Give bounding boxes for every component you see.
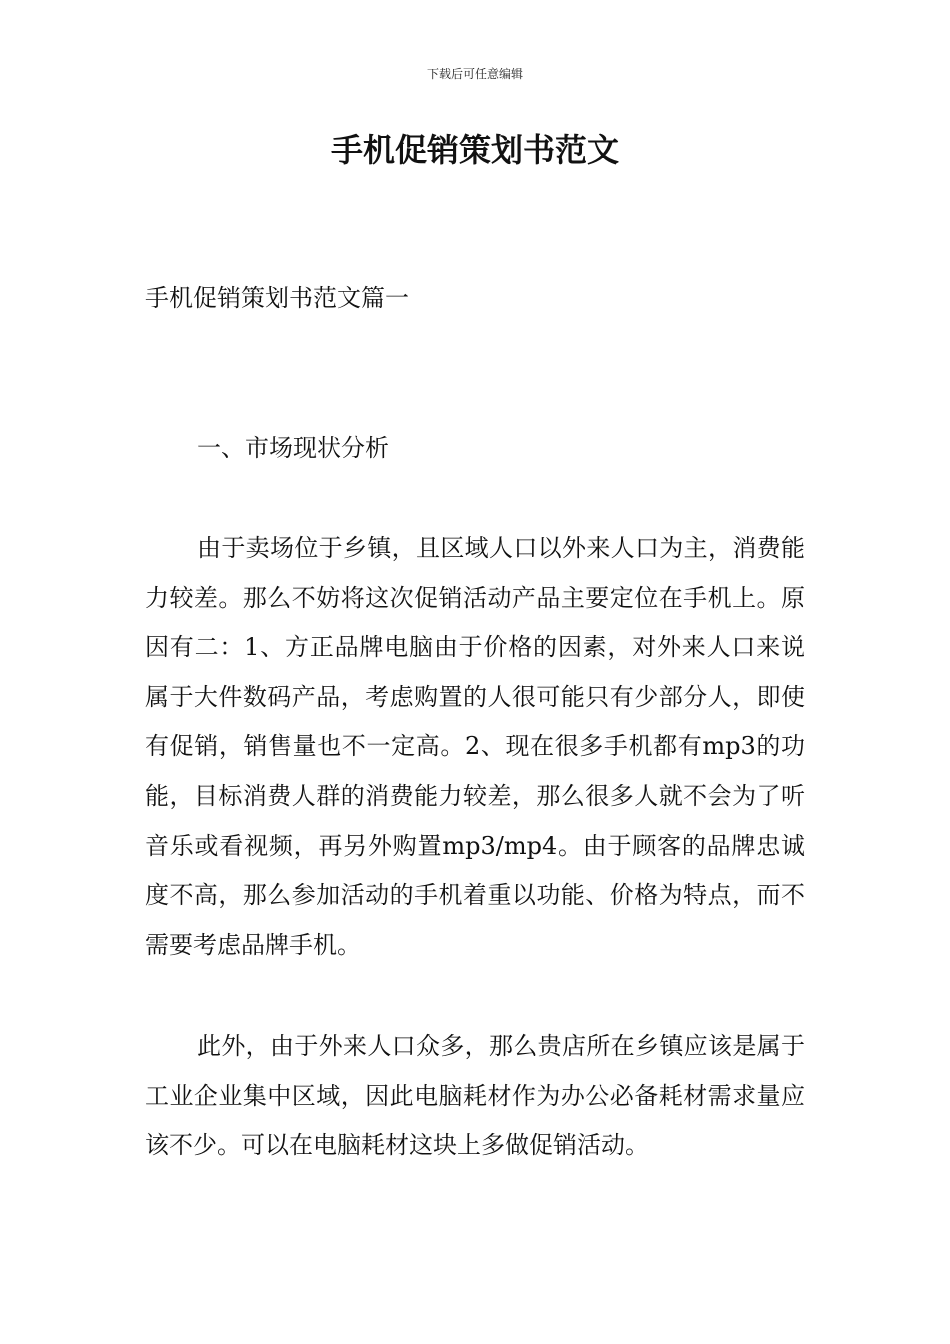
document-title: 手机促销策划书范文: [330, 131, 619, 169]
heading-market-analysis: 一、市场现状分析: [197, 434, 389, 462]
paragraph-1: 由于卖场位于乡镇，且区域人口以外来人口为主，消费能力较差。那么不妨将这次促销活动产品主要定位在手机上。原因有二：1、方正品牌电脑由于价格的因素，对外来人口来说属于大件数码产品，考虑购置的人很可能只有少部分人，即使有促销，销售量也不一定高。2、现在很多手机都有mp3的功能，目标消费人群的消费能力较差，那么很多人就不会为了听音乐或看视频，再另外购置mp3/mp4。由于顾客的品牌忠诚度不高，那么参加活动的手机着重以功能、价格为特点，而不需要考虑品牌手机。: [145, 534, 805, 959]
paragraph-2: 此外，由于外来人口众多，那么贵店所在乡镇应该是属于工业企业集中区域，因此电脑耗材作为办公必备耗材需求量应该不少。可以在电脑耗材这块上多做促销活动。: [145, 1032, 805, 1160]
header-note: 下载后可任意编辑: [426, 67, 523, 81]
section-title: 手机促销策划书范文篇一: [145, 284, 409, 312]
